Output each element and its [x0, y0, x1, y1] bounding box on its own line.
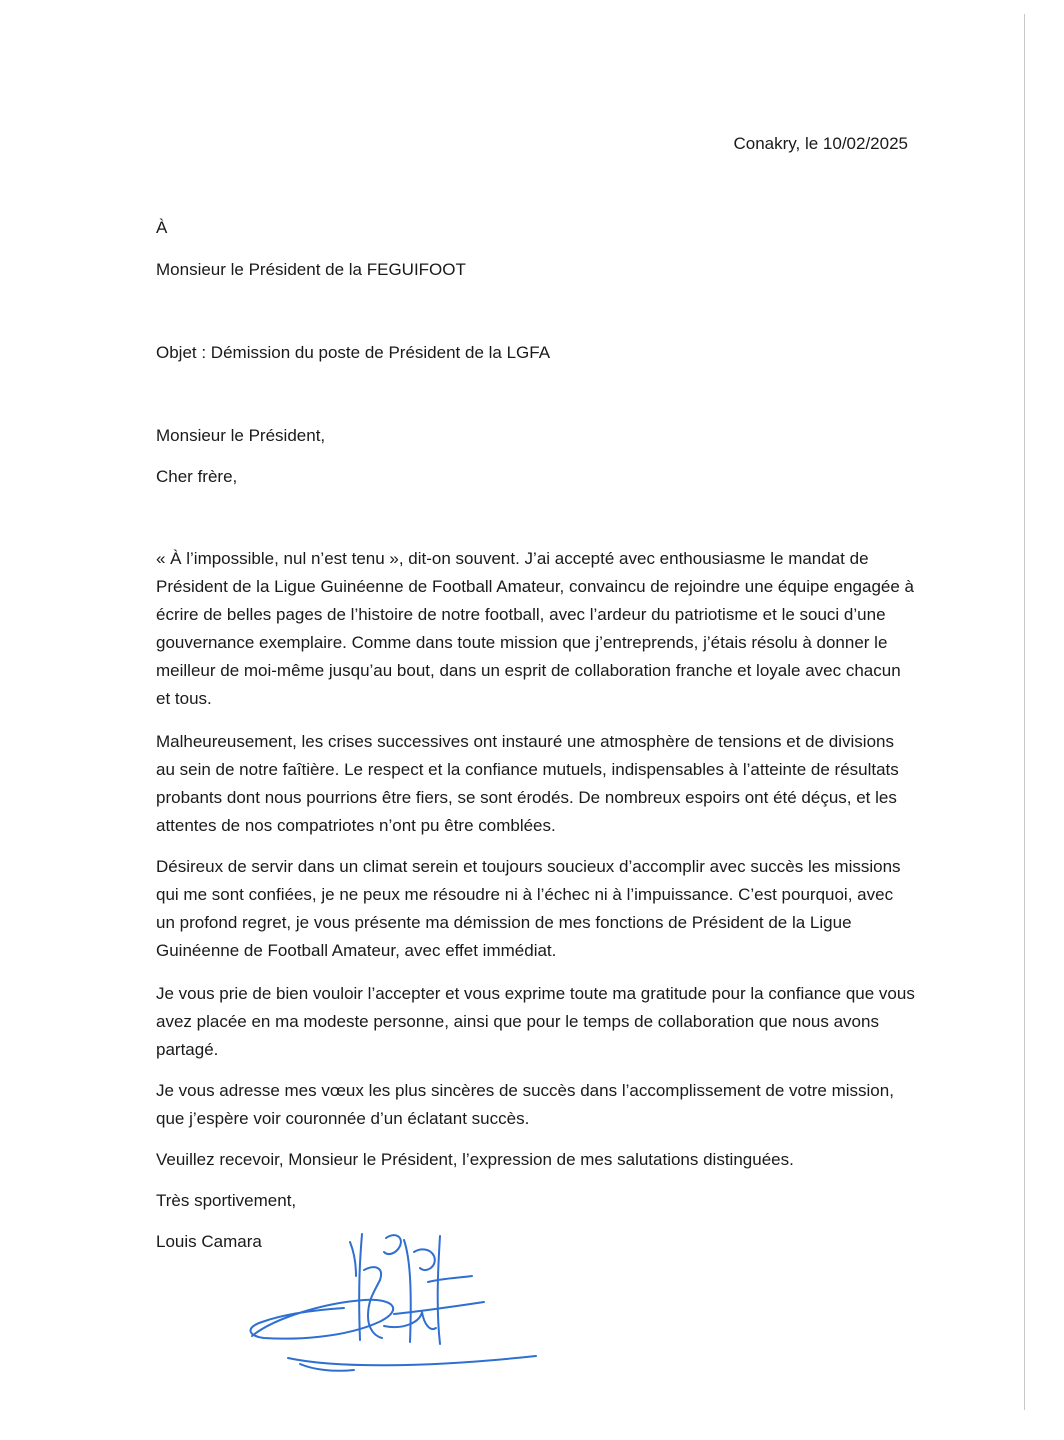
letter-date: Conakry, le 10/02/2025 — [733, 134, 908, 153]
body-paragraph-1: « À l’impossible, nul n’est tenu », dit-on souvent. J’ai accepté avec enthousiasme le mandat de Président de la Ligue Guinéenne de Football Amateur, convaincu de rejoindre une équipe engagée à écrire de belles pages de l’histoire de notre football, avec l’ardeur du patriotisme et le souci d’une gouvernance exemplaire. Comme dans toute mission que j’entreprends, j’étais résolu à donner le meilleur de moi-même jusqu’au bout, dans un esprit de collaboration franche et loyale avec chacun et tous. — [156, 549, 915, 708]
body-paragraph-2: Malheureusement, les crises successives ont instauré une atmosphère de tensions et de divisions au sein de notre faîtière. Le respect et la confiance mutuels, indispensables à l’atteinte de résultats probants dont nous pourrions être fiers, se sont érodés. De nombreux espoirs ont été déçus, et les attentes de nos compatriotes n’ont pu être comblées. — [156, 732, 899, 835]
signer-name: Louis Camara — [156, 1232, 262, 1251]
handwritten-signature — [244, 1218, 554, 1378]
signoff-line: Très sportivement, — [156, 1191, 297, 1210]
body-paragraph-5: Je vous adresse mes vœux les plus sincères de succès dans l’accomplissement de votre mission, que j’espère voir couronnée d’un éclatant succès. — [156, 1081, 894, 1128]
body-paragraph-4: Je vous prie de bien vouloir l’accepter et vous exprime toute ma gratitude pour la confiance que vous avez placée en ma modeste personne, ainsi que pour le temps de collaboration que nous avons partagé. — [156, 984, 915, 1059]
letter-subject: Objet : Démission du poste de Président de la LGFA — [156, 343, 551, 362]
recipient-line: Monsieur le Président de la FEGUIFOOT — [156, 260, 466, 279]
page-edge-divider — [1024, 14, 1025, 1410]
salutation-primary: Monsieur le Président, — [156, 426, 326, 445]
closing-formula: Veuillez recevoir, Monsieur le Président, l’expression de mes salutations distinguées. — [156, 1150, 794, 1169]
body-paragraph-3: Désireux de servir dans un climat serein et toujours soucieux d’accomplir avec succès les missions qui me sont confiées, je ne peux me résoudre ni à l’échec ni à l’impuissance. C’est pourquoi, avec un profond regret, je vous présente ma démission de mes fonctions de Président de la Ligue Guinéenne de Football Amateur, avec effet immédiat. — [156, 857, 901, 960]
salutation-secondary: Cher frère, — [156, 467, 238, 486]
recipient-prefix: À — [156, 218, 168, 237]
